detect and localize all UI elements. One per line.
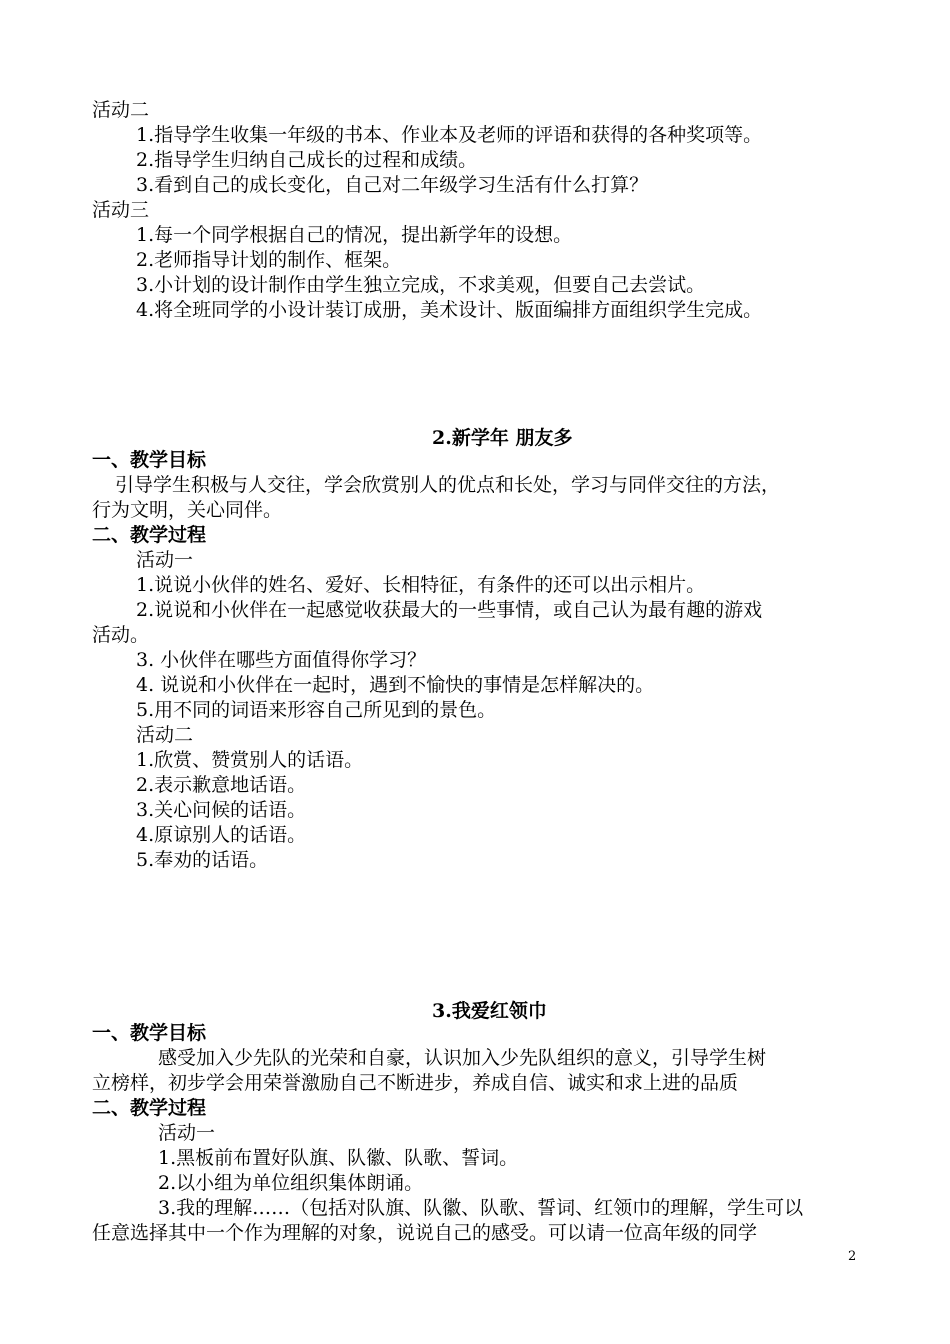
list-item: 4.将全班同学的小设计装订成册，美术设计、版面编排方面组织学生完成。 bbox=[136, 299, 763, 321]
list-item: 3. 小伙伴在哪些方面值得你学习？ bbox=[136, 649, 427, 671]
lesson2-process-heading: 二、教学过程 bbox=[92, 524, 207, 546]
list-item: 2.表示歉意地话语。 bbox=[136, 774, 307, 796]
list-item: 5.奉劝的话语。 bbox=[136, 849, 269, 871]
lesson2-goal-text: 行为文明，关心同伴。 bbox=[92, 499, 283, 521]
list-item: 5.用不同的词语来形容自己所见到的景色。 bbox=[136, 699, 497, 721]
list-item: 2.说说和小伙伴在一起感觉收获最大的一些事情，或自己认为最有趣的游戏 bbox=[136, 599, 763, 621]
lesson3-goal-heading: 一、教学目标 bbox=[92, 1022, 207, 1044]
lesson3-goal-text: 立榜样，初步学会用荣誉激励自己不断进步，养成自信、诚实和求上进的品质 bbox=[92, 1072, 739, 1094]
list-item: 3.关心问候的话语。 bbox=[136, 799, 307, 821]
lesson2-goal-text: 引导学生积极与人交往，学会欣赏别人的优点和长处，学习与同伴交往的方法， bbox=[115, 474, 781, 496]
lesson2-title: 2.新学年 朋友多 bbox=[432, 427, 573, 449]
page-number: 2 bbox=[848, 1249, 857, 1264]
list-item: 1.指导学生收集一年级的书本、作业本及老师的评语和获得的各种奖项等。 bbox=[136, 124, 763, 146]
activity3-heading: 活动三 bbox=[92, 199, 150, 221]
list-item: 2.老师指导计划的制作、框架。 bbox=[136, 249, 402, 271]
list-item: 1.欣赏、赞赏别人的话语。 bbox=[136, 749, 364, 771]
lesson2-goal-heading: 一、教学目标 bbox=[92, 449, 207, 471]
list-item: 2.指导学生归纳自己成长的过程和成绩。 bbox=[136, 149, 478, 171]
list-item: 4.原谅别人的话语。 bbox=[136, 824, 307, 846]
activity1-heading: 活动一 bbox=[158, 1122, 216, 1144]
activity1-heading: 活动一 bbox=[136, 549, 194, 571]
list-item: 任意选择其中一个作为理解的对象，说说自己的感受。可以请一位高年级的同学 bbox=[92, 1222, 758, 1244]
list-item: 3.小计划的设计制作由学生独立完成，不求美观，但要自己去尝试。 bbox=[136, 274, 706, 296]
list-item: 1.每一个同学根据自己的情况，提出新学年的设想。 bbox=[136, 224, 573, 246]
list-item: 3.看到自己的成长变化，自己对二年级学习生活有什么打算？ bbox=[136, 174, 649, 196]
list-item: 4. 说说和小伙伴在一起时，遇到不愉快的事情是怎样解决的。 bbox=[136, 674, 655, 696]
list-item: 2.以小组为单位组织集体朗诵。 bbox=[158, 1172, 424, 1194]
lesson3-goal-text: 感受加入少先队的光荣和自豪，认识加入少先队组织的意义，引导学生树 bbox=[158, 1047, 767, 1069]
list-item: 活动。 bbox=[92, 624, 150, 646]
list-item: 1.黑板前布置好队旗、队徽、队歌、誓词。 bbox=[158, 1147, 519, 1169]
lesson3-title: 3.我爱红领巾 bbox=[432, 1000, 547, 1022]
lesson3-process-heading: 二、教学过程 bbox=[92, 1097, 207, 1119]
activity2-heading: 活动二 bbox=[92, 99, 150, 121]
list-item: 1.说说小伙伴的姓名、爱好、长相特征，有条件的还可以出示相片。 bbox=[136, 574, 706, 596]
list-item: 3.我的理解……（包括对队旗、队徽、队歌、誓词、红领巾的理解，学生可以 bbox=[158, 1197, 804, 1219]
activity2-heading: 活动二 bbox=[136, 724, 194, 746]
